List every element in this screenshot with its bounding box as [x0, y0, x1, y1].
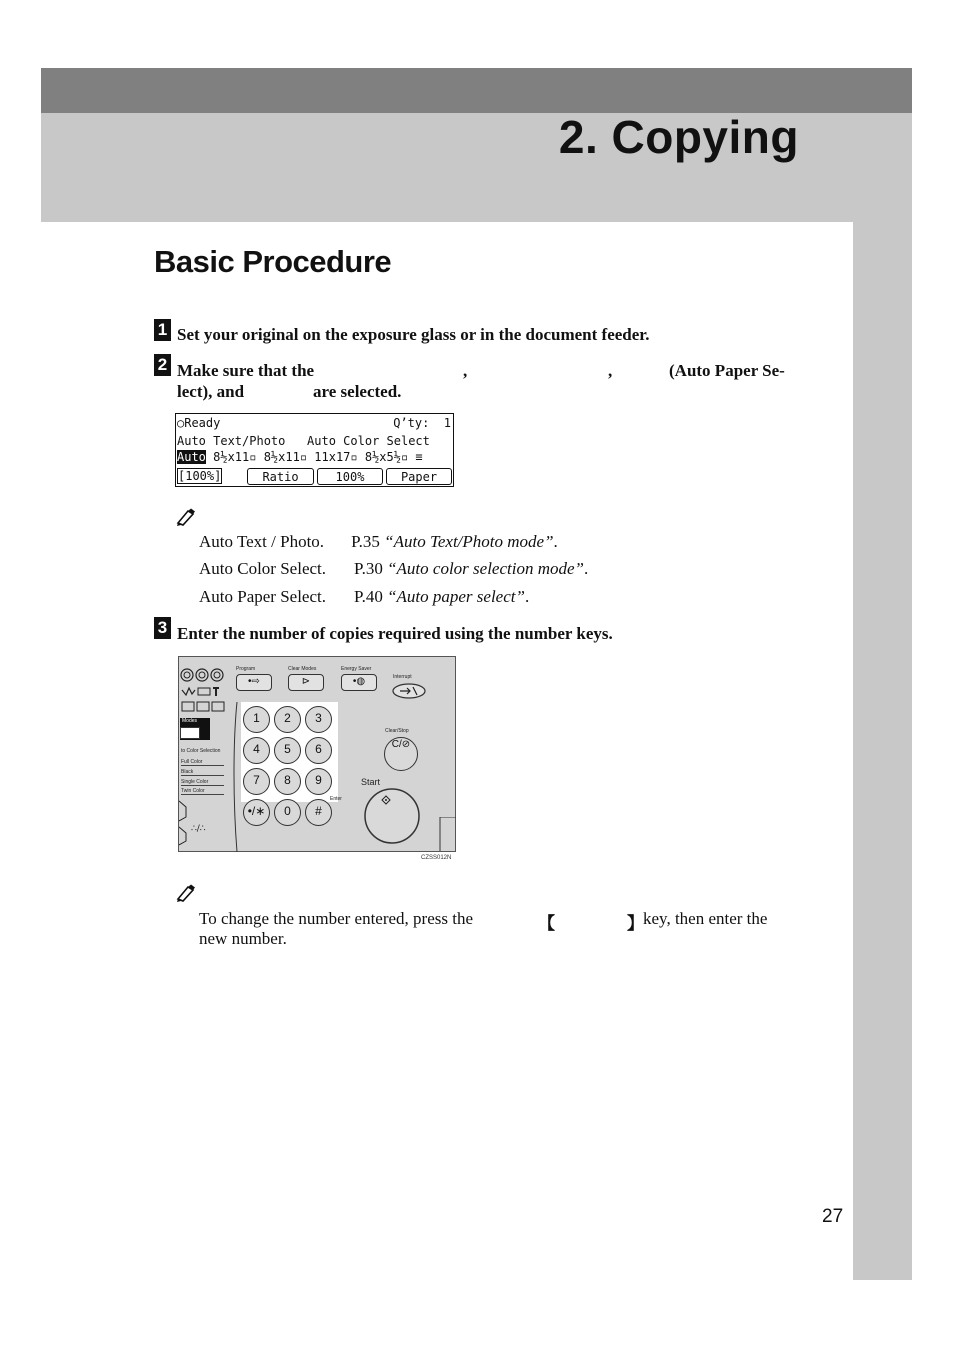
lcd-ratio-button[interactable]: Ratio: [247, 468, 314, 485]
step-2-line2-a: lect), and: [177, 382, 245, 401]
program-icon: •⇨: [248, 676, 260, 687]
single-color-label: Single Color: [181, 779, 224, 786]
note-bracket-open: 【: [538, 914, 555, 933]
lcd-paper-button[interactable]: Paper: [386, 468, 452, 485]
step-2-line1-b: (Auto Paper Se-: [669, 361, 785, 380]
key-0[interactable]: 0: [274, 799, 301, 826]
note-change-number-line1-a: To change the number entered, press the: [199, 909, 474, 928]
section-title: Basic Procedure: [154, 244, 392, 279]
lcd-ratio-value: [100%]: [178, 469, 222, 483]
note-auto-paper-select: Auto Paper Select. P.40 “Auto paper select”.: [199, 587, 530, 606]
note-bracket-close: 】: [627, 914, 644, 933]
side-bar: [853, 222, 912, 1280]
step-2-number: 2: [154, 354, 171, 376]
status-symbols-icon: [180, 685, 228, 715]
step-2-comma-2: ,: [608, 361, 613, 380]
clear-stop-key[interactable]: C/⊘: [384, 737, 418, 771]
step-3-text: Enter the number of copies required using the number keys.: [177, 624, 613, 643]
energy-saver-icon: •◍: [352, 676, 366, 687]
page-number: 27: [822, 1206, 844, 1227]
control-panel-illustration: [178, 656, 456, 852]
key-7[interactable]: 7: [243, 768, 270, 795]
lcd-100-button[interactable]: 100%: [317, 468, 383, 485]
indicator-lamps-icon: [180, 667, 228, 687]
step-2-line2-b: are selected.: [313, 382, 402, 401]
clear-modes-icon: ⊳: [301, 676, 311, 687]
note-auto-text-photo: Auto Text / Photo. P.35 “Auto Text/Photo mode”.: [199, 532, 558, 551]
note-change-number-line1-b: key, then enter the: [643, 909, 768, 928]
key-9[interactable]: 9: [305, 768, 332, 795]
full-color-label: Full Color: [181, 759, 224, 766]
lcd-quantity: Q’ty: 1: [393, 416, 451, 430]
step-3-number: 3: [154, 617, 171, 639]
start-label: Start: [361, 777, 381, 787]
header-band-dark: [41, 68, 912, 113]
lcd-modes: Auto Text/Photo Auto Color Select: [177, 434, 430, 448]
step-2-line1-a: Make sure that the: [177, 361, 315, 380]
key-5[interactable]: 5: [274, 737, 301, 764]
key-hash[interactable]: #: [305, 799, 332, 826]
key-2[interactable]: 2: [274, 706, 301, 733]
key-3[interactable]: 3: [305, 706, 332, 733]
interrupt-label: Interrupt: [393, 674, 412, 680]
program-label: Program: [236, 666, 256, 672]
figure-caption: CZSS012N: [421, 855, 452, 861]
twin-color-label: Twin Color: [181, 788, 224, 795]
lcd-paper-sizes: 8½x11▫ 8½x11▫ 11x17▫ 8½x5½▫ ≡: [205, 450, 423, 464]
step-2-comma-1: ,: [463, 361, 468, 380]
black-label: Black: [181, 769, 224, 776]
step-1-text: Set your original on the exposure glass or in the document feeder.: [177, 325, 650, 344]
modes-label: Modes: [182, 718, 198, 724]
pencil-note-icon: [176, 884, 196, 902]
key-6[interactable]: 6: [305, 737, 332, 764]
pencil-note-icon: [176, 508, 196, 526]
panel-right-edge-icon: [437, 817, 457, 852]
interrupt-button[interactable]: [391, 681, 431, 701]
start-button[interactable]: [364, 788, 421, 845]
energy-saver-label: Energy Saver: [341, 666, 372, 672]
lcd-auto-selected: Auto: [177, 450, 206, 464]
lcd-status: ○Ready: [177, 416, 221, 430]
note-auto-color-select: Auto Color Select. P.30 “Auto color selection mode”.: [199, 559, 589, 578]
key-1[interactable]: 1: [243, 706, 270, 733]
enter-label: Enter: [330, 796, 342, 802]
chapter-title: 2. Copying: [558, 111, 799, 163]
color-selection-label: to Color Selection: [181, 748, 221, 754]
step-1-number: 1: [154, 319, 171, 341]
key-8[interactable]: 8: [274, 768, 301, 795]
panel-left-edge-icon: [179, 797, 229, 847]
note-change-number-line2: new number.: [199, 929, 287, 948]
svg-text:∴/∴: ∴/∴: [191, 824, 206, 834]
key-dot-star[interactable]: •/∗: [243, 799, 270, 826]
panel-divider-icon: [231, 702, 241, 852]
lcd-display: [175, 413, 454, 487]
clear-modes-button[interactable]: [288, 674, 324, 691]
key-4[interactable]: 4: [243, 737, 270, 764]
clear-modes-label: Clear Modes: [288, 666, 317, 672]
clear-stop-label: Clear/Stop: [385, 728, 409, 734]
energy-saver-button[interactable]: [341, 674, 377, 691]
program-button[interactable]: [236, 674, 272, 691]
